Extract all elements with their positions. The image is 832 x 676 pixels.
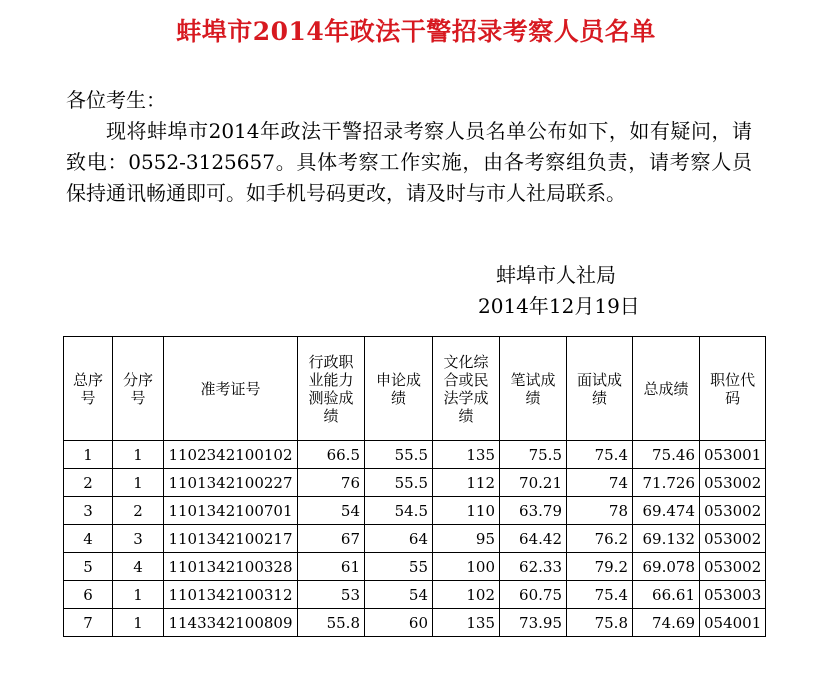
cell-total-seq: 2 <box>64 469 113 497</box>
cell-culture-law-score: 112 <box>433 469 500 497</box>
cell-interview-score: 78 <box>567 497 633 525</box>
cell-interview-score: 74 <box>567 469 633 497</box>
cell-exam-id: 1101342100312 <box>164 581 298 609</box>
cell-exam-id: 1102342100102 <box>164 441 298 469</box>
header-sub-seq: 分序号 <box>113 337 164 441</box>
cell-total-seq: 5 <box>64 553 113 581</box>
cell-essay-score: 54.5 <box>365 497 433 525</box>
cell-essay-score: 60 <box>365 609 433 637</box>
header-position-code: 职位代码 <box>700 337 766 441</box>
header-total-score: 总成绩 <box>633 337 700 441</box>
cell-culture-law-score: 135 <box>433 441 500 469</box>
cell-aptitude-score: 67 <box>298 525 365 553</box>
cell-interview-score: 76.2 <box>567 525 633 553</box>
table-row <box>64 469 766 497</box>
table-row <box>64 525 766 553</box>
table-row <box>64 497 766 525</box>
cell-total-seq: 7 <box>64 609 113 637</box>
cell-written-score: 62.33 <box>500 553 567 581</box>
cell-aptitude-score: 54 <box>298 497 365 525</box>
cell-interview-score: 79.2 <box>567 553 633 581</box>
cell-position-code: 053002 <box>700 525 766 553</box>
cell-aptitude-score: 55.8 <box>298 609 365 637</box>
page-title: 蚌埠市2014年政法干警招录考察人员名单 <box>176 17 656 46</box>
cell-aptitude-score: 53 <box>298 581 365 609</box>
cell-interview-score: 75.4 <box>567 441 633 469</box>
cell-culture-law-score: 135 <box>433 609 500 637</box>
cell-culture-law-score: 95 <box>433 525 500 553</box>
header-written-score: 笔试成绩 <box>500 337 567 441</box>
cell-sub-seq: 2 <box>113 497 164 525</box>
cell-position-code: 053002 <box>700 553 766 581</box>
announcement-body: 现将蚌埠市2014年政法干警招录考察人员名单公布如下，如有疑问，请致电：0552-3125657。具体考察工作实施，由各考察组负责，请考察人员保持通讯畅通即可。如手机号码更改，请及时与市人社局联系。 <box>66 119 752 205</box>
cell-exam-id: 1101342100701 <box>164 497 298 525</box>
cell-total-score: 69.474 <box>633 497 700 525</box>
cell-sub-seq: 1 <box>113 581 164 609</box>
cell-interview-score: 75.8 <box>567 609 633 637</box>
signature-block <box>478 260 648 322</box>
cell-sub-seq: 4 <box>113 553 164 581</box>
cell-essay-score: 55.5 <box>365 469 433 497</box>
signature-organization: 蚌埠市人社局 <box>496 263 616 287</box>
header-exam-id: 准考证号 <box>164 337 298 441</box>
cell-total-score: 71.726 <box>633 469 700 497</box>
cell-exam-id: 1101342100328 <box>164 553 298 581</box>
cell-written-score: 64.42 <box>500 525 567 553</box>
cell-position-code: 053001 <box>700 441 766 469</box>
header-culture-law-score: 文化综合或民法学成绩 <box>433 337 500 441</box>
header-total-seq: 总序号 <box>64 337 113 441</box>
cell-aptitude-score: 61 <box>298 553 365 581</box>
cell-written-score: 75.5 <box>500 441 567 469</box>
cell-exam-id: 1101342100227 <box>164 469 298 497</box>
cell-aptitude-score: 76 <box>298 469 365 497</box>
cell-sub-seq: 3 <box>113 525 164 553</box>
cell-total-score: 69.078 <box>633 553 700 581</box>
table-row <box>64 441 766 469</box>
cell-aptitude-score: 66.5 <box>298 441 365 469</box>
cell-sub-seq: 1 <box>113 609 164 637</box>
cell-total-seq: 4 <box>64 525 113 553</box>
cell-essay-score: 64 <box>365 525 433 553</box>
table-row <box>64 553 766 581</box>
signature-date: 2014年12月19日 <box>478 294 640 318</box>
cell-written-score: 70.21 <box>500 469 567 497</box>
cell-position-code: 053003 <box>700 581 766 609</box>
cell-essay-score: 55.5 <box>365 441 433 469</box>
candidate-table <box>63 336 766 637</box>
cell-written-score: 63.79 <box>500 497 567 525</box>
cell-total-seq: 6 <box>64 581 113 609</box>
cell-position-code: 054001 <box>700 609 766 637</box>
cell-total-seq: 3 <box>64 497 113 525</box>
greeting: 各位考生： <box>66 88 166 112</box>
cell-total-score: 74.69 <box>633 609 700 637</box>
cell-total-score: 66.61 <box>633 581 700 609</box>
header-interview-score: 面试成绩 <box>567 337 633 441</box>
cell-total-seq: 1 <box>64 441 113 469</box>
table-row <box>64 609 766 637</box>
header-aptitude-score: 行政职业能力测验成绩 <box>298 337 365 441</box>
cell-total-score: 69.132 <box>633 525 700 553</box>
cell-sub-seq: 1 <box>113 469 164 497</box>
cell-written-score: 60.75 <box>500 581 567 609</box>
header-essay-score: 申论成绩 <box>365 337 433 441</box>
cell-essay-score: 55 <box>365 553 433 581</box>
cell-total-score: 75.46 <box>633 441 700 469</box>
cell-position-code: 053002 <box>700 497 766 525</box>
cell-essay-score: 54 <box>365 581 433 609</box>
table-row <box>64 581 766 609</box>
cell-written-score: 73.95 <box>500 609 567 637</box>
cell-interview-score: 75.4 <box>567 581 633 609</box>
cell-culture-law-score: 110 <box>433 497 500 525</box>
cell-sub-seq: 1 <box>113 441 164 469</box>
cell-exam-id: 1143342100809 <box>164 609 298 637</box>
cell-position-code: 053002 <box>700 469 766 497</box>
cell-culture-law-score: 100 <box>433 553 500 581</box>
cell-exam-id: 1101342100217 <box>164 525 298 553</box>
table-header-row <box>64 337 766 441</box>
cell-culture-law-score: 102 <box>433 581 500 609</box>
